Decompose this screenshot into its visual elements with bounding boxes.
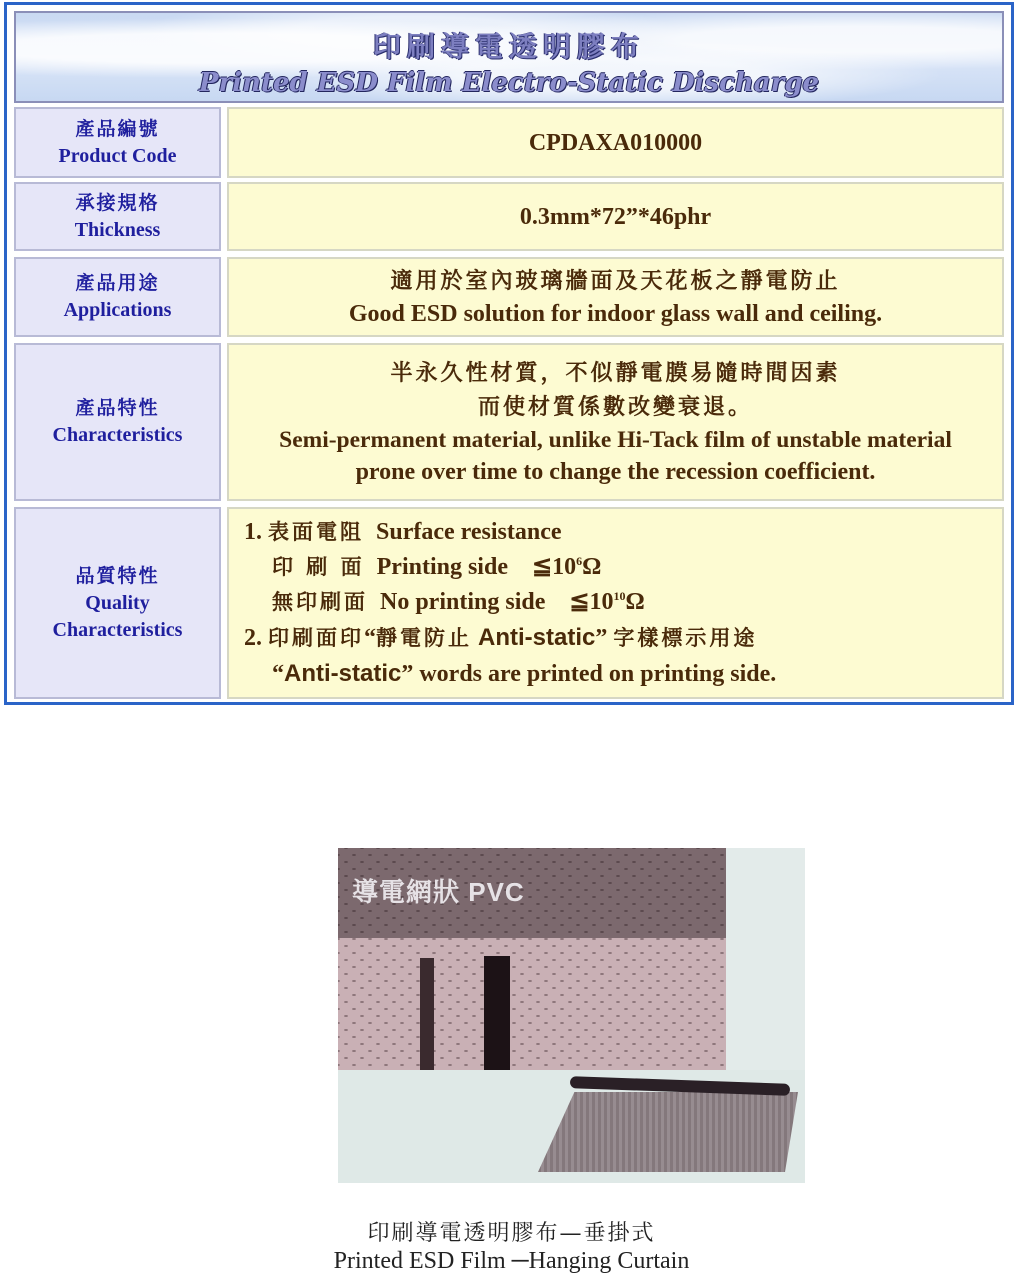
photo-label: 導電網狀 PVC (352, 877, 525, 907)
label-quality (14, 507, 221, 699)
caption-chinese: 印刷導電透明膠布—垂掛式 (367, 1221, 656, 1246)
characteristics-zh-2: 而使材質係數改變衰退。 (477, 394, 753, 420)
no-printing-side-exponent: 10 (613, 588, 626, 603)
title-chinese: 印刷導電透明膠布 (372, 30, 645, 63)
label-en: Characteristics (52, 424, 183, 446)
quality-line-5 (244, 656, 776, 692)
label-zh: 品質特性 (75, 564, 160, 587)
characteristics-en-1: Semi-permanent material, unlike Hi-Tack film of unstable material (279, 427, 952, 453)
printing-side-value: ≦10 (531, 553, 577, 580)
label-thickness (14, 182, 221, 251)
thickness-value: 0.3mm*72”*46phr (519, 203, 712, 230)
label-en-2: Characteristics (52, 618, 183, 641)
value-applications (227, 257, 1004, 337)
doorway (420, 958, 434, 1070)
label-en: Thickness (74, 218, 161, 241)
printing-side-exponent: 6 (576, 553, 583, 568)
ohm-unit: Ω (625, 588, 645, 615)
row-product-code (14, 107, 1004, 178)
applications-zh: 適用於室內玻璃牆面及天花板之靜電防止 (390, 268, 841, 294)
no-printing-side-value: ≦10 (569, 588, 614, 615)
surface-resistance-zh: 表面電阻 (268, 518, 364, 544)
open-quote: “ (364, 624, 376, 651)
label-zh: 產品特性 (75, 397, 160, 419)
anti-static-text: Anti-static (478, 623, 596, 651)
characteristics-zh-1: 半永久性材質，不似靜電膜易隨時間因素 (390, 360, 841, 386)
open-quote: “ (272, 660, 284, 687)
printing-side-en: Printing side (376, 553, 508, 580)
value-characteristics (227, 343, 1004, 501)
label-en: Applications (63, 299, 172, 321)
title-english: Printed ESD Film Electro-Static Discharge (198, 68, 820, 98)
item-number: 2. (244, 624, 262, 651)
wall (726, 848, 805, 1070)
applications-en: Good ESD solution for indoor glass wall and ceiling. (348, 301, 883, 327)
label-zh: 產品編號 (75, 117, 160, 140)
quality-line-1 (244, 515, 562, 550)
film-sheet (538, 1092, 798, 1172)
row-characteristics (14, 343, 1004, 501)
printed-words-en: words are printed on printing side. (419, 660, 777, 687)
caption-english: Printed ESD Film ─Hanging Curtain (333, 1248, 690, 1274)
ohm-unit: Ω (582, 553, 602, 580)
anti-static-zh: 靜電防止 (376, 624, 472, 650)
label-zh: 產品用途 (75, 272, 160, 294)
value-quality (227, 507, 1004, 699)
printing-side-zh: 印 刷 面 (272, 553, 365, 579)
quality-line-3 (244, 585, 645, 620)
label-characteristics (14, 343, 221, 501)
product-photo (338, 848, 805, 1183)
row-quality (14, 507, 1004, 699)
label-zh: 承接規格 (75, 191, 160, 214)
row-applications (14, 257, 1004, 337)
surface-resistance-en: Surface resistance (376, 518, 562, 545)
print-mark-zh: 印刷面印 (268, 624, 364, 650)
quality-line-2 (244, 550, 601, 585)
label-applications (14, 257, 221, 337)
no-printing-side-zh: 無印刷面 (272, 588, 368, 614)
value-product-code (227, 107, 1004, 178)
doorway (484, 956, 510, 1070)
no-printing-side-en: No printing side (380, 588, 546, 615)
product-code-value: CPDAXA010000 (528, 129, 703, 156)
label-en-1: Quality (85, 591, 150, 614)
quality-line-4 (244, 620, 757, 656)
value-thickness (227, 182, 1004, 251)
anti-static-text: Anti-static (284, 659, 402, 687)
spec-sheet (4, 2, 1014, 705)
label-product-code (14, 107, 221, 178)
close-quote: ” (595, 624, 608, 651)
row-thickness (14, 182, 1004, 251)
usage-zh: 字樣標示用途 (613, 624, 758, 650)
close-quote: ” (401, 660, 414, 687)
label-en: Product Code (58, 144, 177, 167)
item-number: 1. (244, 518, 262, 545)
title-banner (14, 11, 1004, 103)
characteristics-en-2: prone over time to change the recession coefficient. (355, 459, 876, 485)
